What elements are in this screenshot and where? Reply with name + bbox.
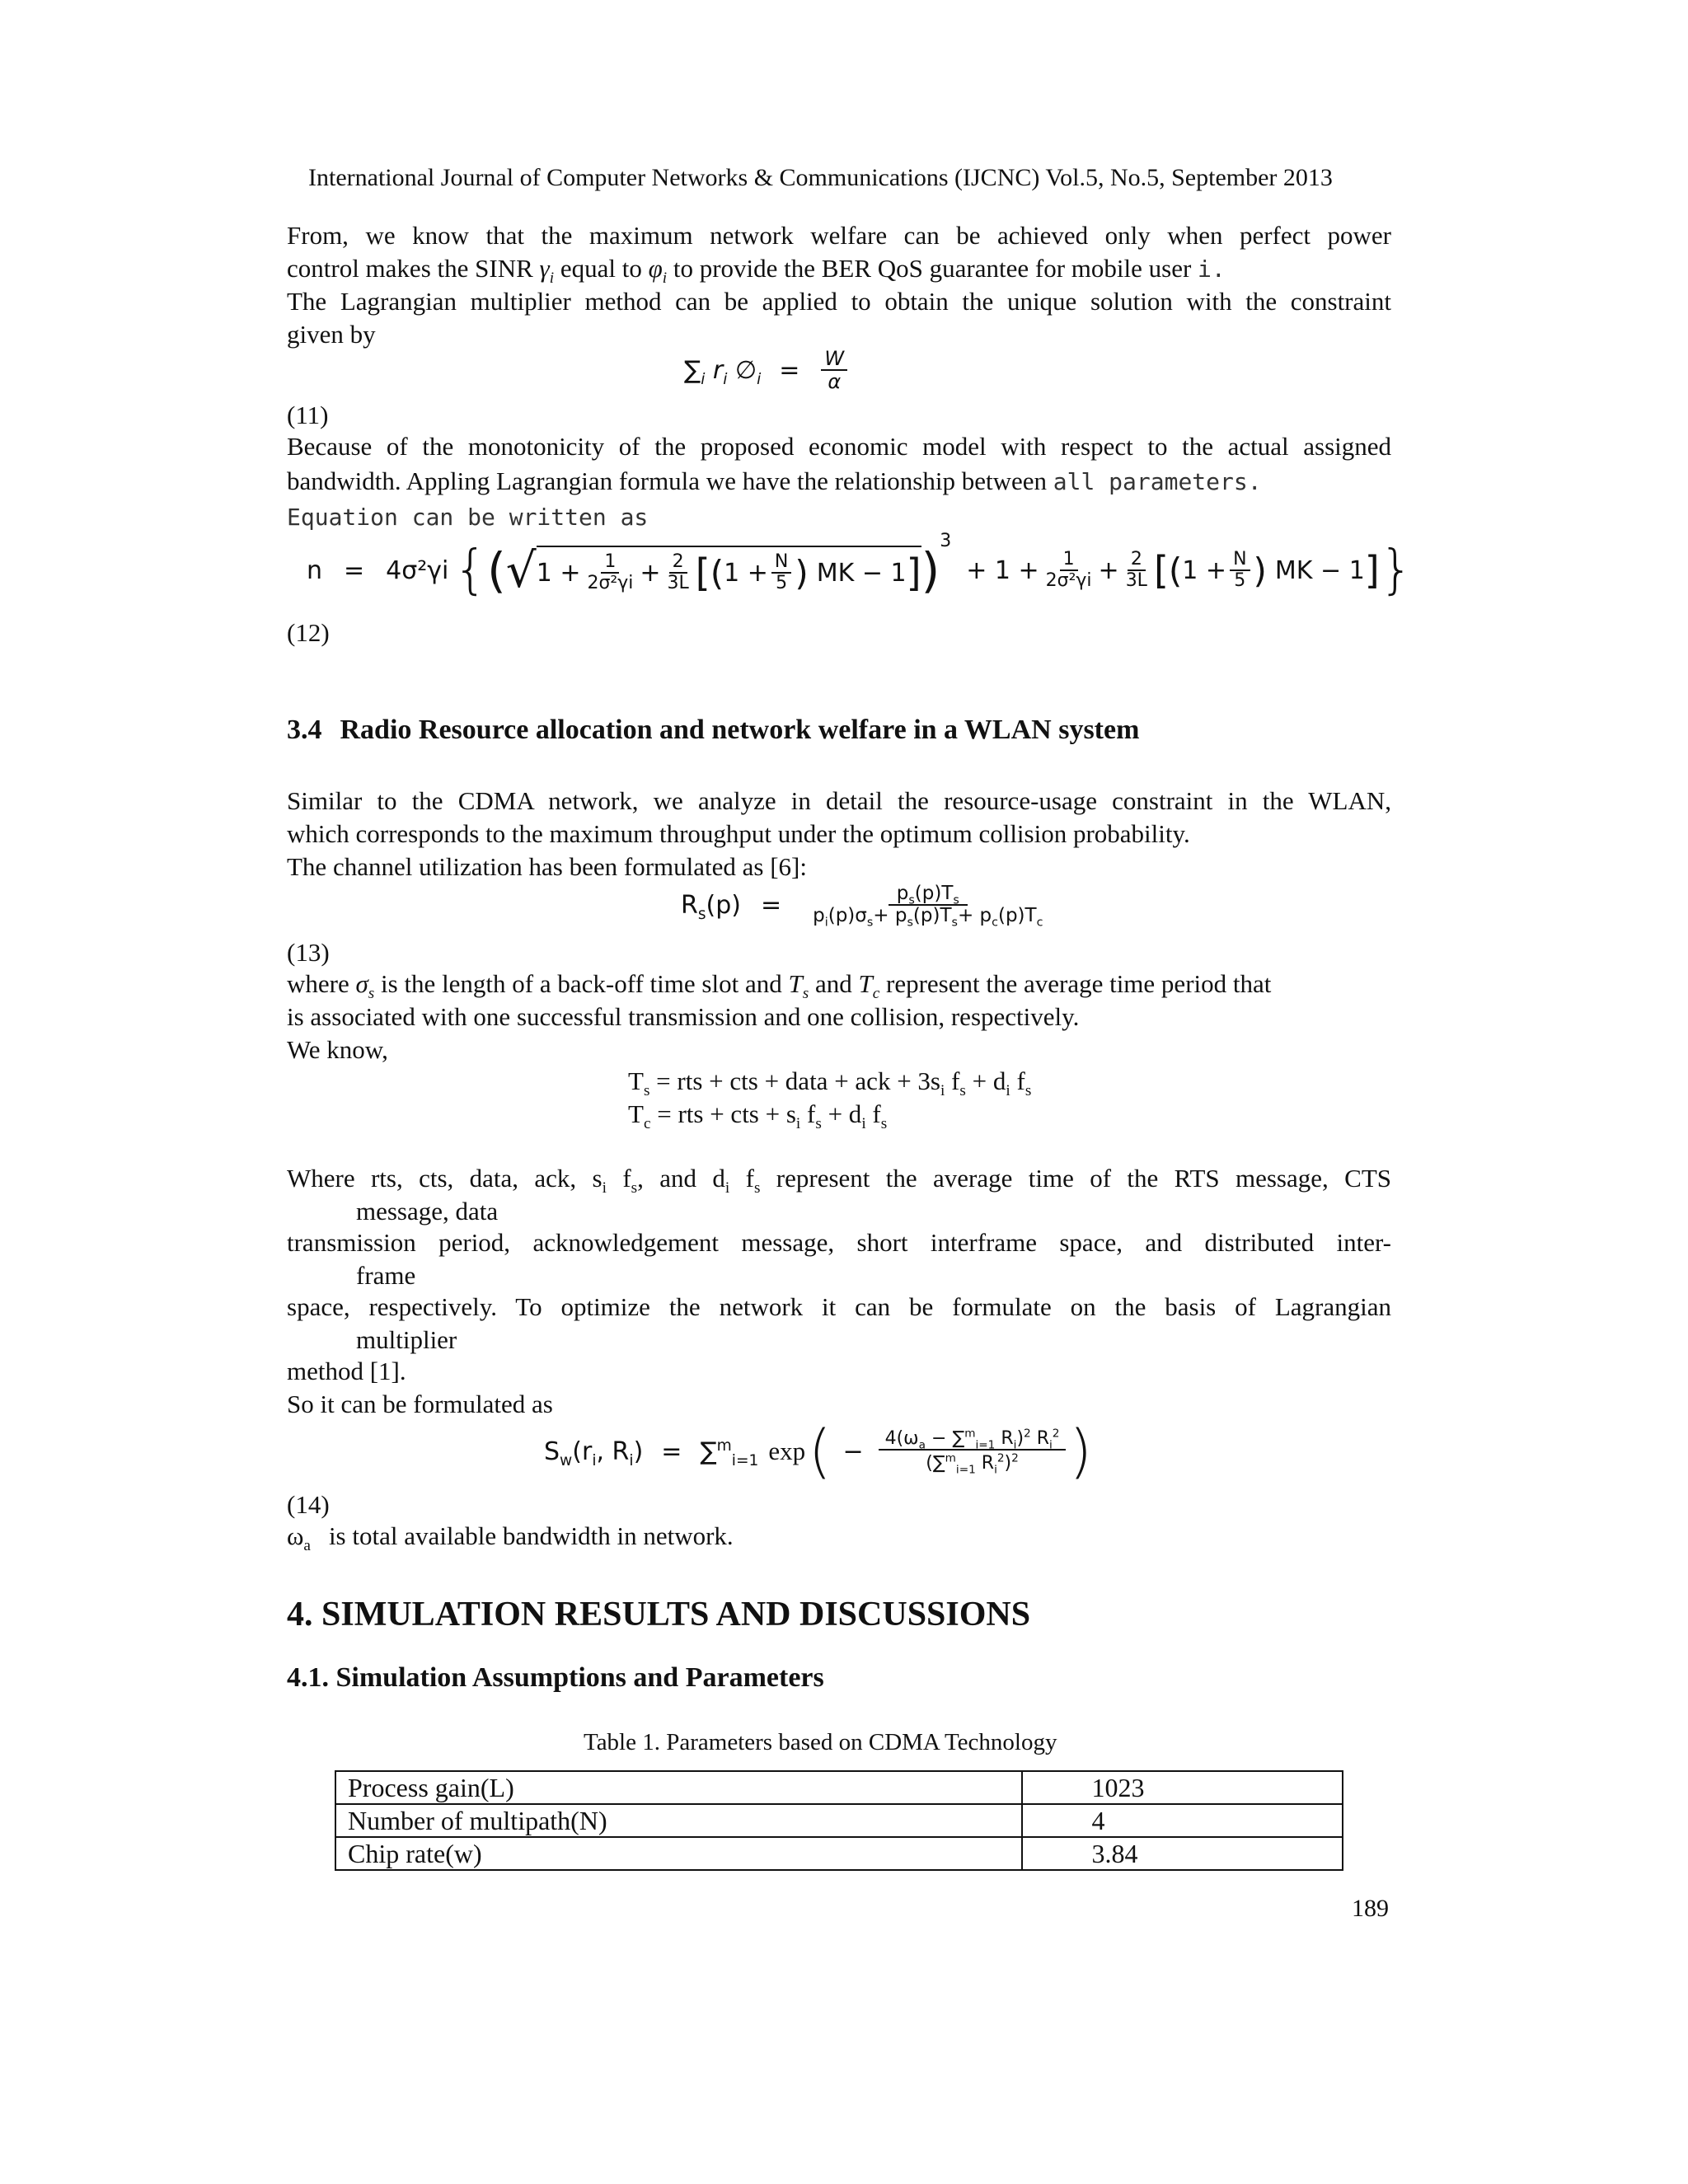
equation-11: $\sum_i$ $r_i$ $\emptyset_i$ = $\frac{W}{\alpha}$ xyxy=(684,348,851,393)
para5-line5: So it can be formulated as xyxy=(287,1390,553,1418)
para2-line1: Because of the monotonicity of the proposed economic model with respect to the actual assigned xyxy=(287,432,1391,461)
para6: $\omega_a$ is total available bandwidth in network. xyxy=(287,1521,734,1555)
phi-symbol: $\varphi_i$ xyxy=(648,254,668,288)
running-header: International Journal of Computer Networks & Communications (IJCNC) Vol.5, No.5, September 2013 xyxy=(308,164,1333,191)
para5-line1: Where rts, cts, data, ack, $s_i$ $f_s$, and $d_i$ $f_s$ represent the average time of the RTS message, CTS xyxy=(287,1164,1391,1197)
eq11-fraction: $\frac{W}{\alpha}$ xyxy=(821,348,847,393)
equation-12: n = 4σ²γi { ( √ 1 + $\frac{1}{\text{2σ²γi}}$ + $\frac{2}{3L}$ [ ( 1 + $\frac{N}{5}$ ) MK − 1 ] ) 3 + 1 + $\frac{1}{\text{2σ²γi}}$ + $\frac{2}{3L}$ [ ( 1 + $\frac{N}{5}$ ) MK − 1 ] } xyxy=(307,530,1414,601)
para5-line3: space, respectively. To optimize the network it can be formulate on the basis of Lagrangian xyxy=(287,1292,1391,1321)
eq14-lhs: $S_w(r_i$, $R_i$) xyxy=(544,1436,644,1469)
table-cell-param: Process gain(L) xyxy=(335,1771,1022,1804)
section-4-1-heading: 4.1. Simulation Assumptions and Parameters xyxy=(287,1662,824,1693)
equation-13: $R_s(p)$ = $\frac{p_s(p)T_s}{p_i(p)\sigma_s+ p_s(p)T_s+ p_c(p)T_c}$ xyxy=(681,883,1054,927)
para3-line2: which corresponds to the maximum throughput under the optimum collision probability. xyxy=(287,819,1190,848)
equation-tc: $T_c$ = rts + cts + $s_i$ $f_s + d_i$ $f_s$ xyxy=(628,1099,888,1133)
para1-line3: The Lagrangian multiplier method can be applied to obtain the unique solution with the constraint xyxy=(287,287,1391,316)
para1-line1: From, we know that the maximum network welfare can be achieved only when perfect power xyxy=(287,221,1391,250)
eq12-label: (12) xyxy=(287,618,330,647)
table-row xyxy=(335,1771,1343,1804)
table-row xyxy=(335,1837,1343,1870)
equation-14: $S_w(r_i$, $R_i$) = ∑$^m_{i=1}$ exp ( − $\frac{4(\omega_a - \sum^m_{i=1} R_i)^2 R_i^2}{(\sum^m_{i=1} R_i^2)^2}$ ) xyxy=(544,1418,1092,1485)
para5-line1-cont: message, data xyxy=(356,1197,499,1226)
eq14-fraction: $\frac{4(\omega_a - \sum^m_{i=1} R_i)^2 R_i^2}{(\sum^m_{i=1} R_i^2)^2}$ xyxy=(879,1429,1067,1474)
eq14-label: (14) xyxy=(287,1490,330,1519)
para4-line2: is associated with one successful transmission and one collision, respectively. xyxy=(287,1002,1080,1031)
table-cell-param: Number of multipath(N) xyxy=(335,1804,1022,1837)
para4-line3: We know, xyxy=(287,1035,388,1064)
table-cell-value: 4 xyxy=(1022,1804,1343,1837)
equation-ts: $T_s$ = rts + cts + data + ack + $3s_i$ $f_s + d_i$ $f_s$ xyxy=(628,1066,1032,1100)
para1-line2: control makes the SINR $\gamma_i$ equal to $\varphi_i$ to provide the BER QoS guarantee for mobile user i. xyxy=(287,254,1226,288)
table1 xyxy=(335,1770,1343,1871)
para2-line2: bandwidth. Appling Lagrangian formula we have the relationship between all parameters. xyxy=(287,466,1262,495)
table-cell-value: 1023 xyxy=(1022,1771,1343,1804)
eq11-lhs: $\sum_i$ $r_i$ $\emptyset_i$ xyxy=(684,355,762,388)
table-row xyxy=(335,1804,1343,1837)
para5-line4: method [1]. xyxy=(287,1357,406,1385)
sinr-symbol: $\gamma_i$ xyxy=(539,254,555,288)
page-number: 189 xyxy=(1352,1895,1389,1922)
eq13-label: (13) xyxy=(287,938,330,967)
table-cell-value: 3.84 xyxy=(1022,1837,1343,1870)
para5-line3-cont: multiplier xyxy=(356,1325,457,1354)
para3-line1: Similar to the CDMA network, we analyze in detail the resource-usage constraint in the WLAN, xyxy=(287,786,1391,815)
para5-line2-cont: frame xyxy=(356,1261,416,1290)
table-cell-param: Chip rate(w) xyxy=(335,1837,1022,1870)
eq14-sum: ∑$^m_{i=1}$ xyxy=(700,1436,759,1469)
eq13-lhs: $R_s(p)$ xyxy=(681,890,741,923)
para3-line3: The channel utilization has been formulated as [6]: xyxy=(287,852,807,881)
section-4-heading: 4. SIMULATION RESULTS AND DISCUSSIONS xyxy=(287,1596,1031,1633)
para5-line2: transmission period, acknowledgement message, short interframe space, and distributed inter- xyxy=(287,1228,1391,1257)
para4-line1: where $\sigma_s$ is the length of a back-off time slot and $T_s$ and $T_c$ represent the average time period that xyxy=(287,969,1272,1003)
eq12-radical: 1 + $\frac{1}{\text{2σ²γi}}$ + $\frac{2}{3L}$ [ ( 1 + $\frac{N}{5}$ ) MK − 1 ] xyxy=(537,546,921,595)
para2-line3: Equation can be written as xyxy=(287,504,649,531)
section-3-4-heading: 3.4 Radio Resource allocation and network welfare in a WLAN system xyxy=(287,715,1140,745)
table1-caption: Table 1. Parameters based on CDMA Technology xyxy=(584,1729,1057,1755)
eq11-label: (11) xyxy=(287,401,329,429)
para1-line4: given by xyxy=(287,320,376,349)
eq13-fraction: $\frac{p_s(p)T_s}{p_i(p)\sigma_s+ p_s(p)T_s+ p_c(p)T_c}$ xyxy=(813,883,1043,930)
